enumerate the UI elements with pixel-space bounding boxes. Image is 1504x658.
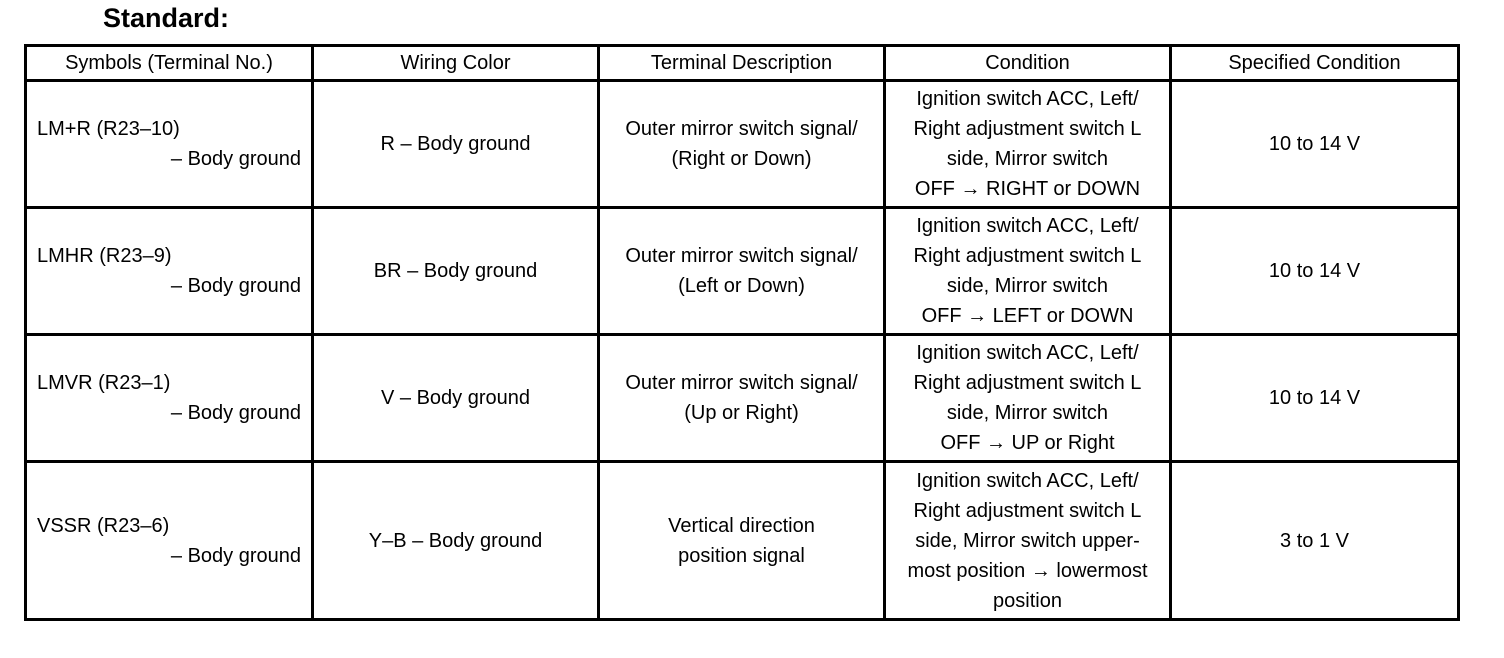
terminal-description-cell: Vertical direction position signal [599,462,885,620]
table-row [26,462,1459,620]
header-symbols: Symbols (Terminal No.) [26,46,313,81]
symbol-ground: – Body ground [170,275,301,297]
header-row [26,46,1459,81]
symbol-cell [26,81,313,208]
table-row [26,335,1459,462]
condition-cell: Ignition switch ACC, Left/ Right adjustment switch L side, Mirror switch upper- most position → lowermost position [885,462,1171,620]
symbol-terminal: LMVR (R23–1) [37,372,171,394]
symbol-ground: – Body ground [170,544,301,567]
specified-condition-cell: 3 to 1 V [1171,462,1459,620]
specified-condition-cell: 10 to 14 V [1171,335,1459,462]
wiring-color-cell: Y–B – Body ground [313,462,599,620]
terminal-description-cell: Outer mirror switch signal/ (Left or Down) [599,208,885,335]
header-terminal-description: Terminal Description [599,46,885,81]
specified-condition-cell: 10 to 14 V [1171,81,1459,208]
condition-cell: Ignition switch ACC, Left/ Right adjustment switch L side, Mirror switch OFF → LEFT or DOWN [885,208,1171,335]
table-row [26,81,1459,208]
symbol-terminal: LM+R (R23–10) [37,118,180,140]
specified-condition-cell: 10 to 14 V [1171,208,1459,335]
heading-standard: Standard: [103,3,230,33]
symbol-cell [26,335,313,462]
header-specified-condition: Specified Condition [1171,46,1459,81]
symbol-ground: – Body ground [170,148,301,170]
symbol-terminal: LMHR (R23–9) [37,245,172,267]
symbol-cell [26,208,313,335]
terminal-description-cell: Outer mirror switch signal/ (Right or Down) [599,81,885,208]
standard-table [24,44,1460,621]
symbol-cell [26,462,313,620]
table-row [26,208,1459,335]
wiring-color-cell: R – Body ground [313,81,599,208]
condition-cell: Ignition switch ACC, Left/ Right adjustment switch L side, Mirror switch OFF → RIGHT or DOWN [885,81,1171,208]
wiring-color-cell: V – Body ground [313,335,599,462]
terminal-description-cell: Outer mirror switch signal/ (Up or Right) [599,335,885,462]
header-condition: Condition [885,46,1171,81]
wiring-color-cell: BR – Body ground [313,208,599,335]
condition-cell: Ignition switch ACC, Left/ Right adjustment switch L side, Mirror switch OFF → UP or Right [885,335,1171,462]
symbol-ground: – Body ground [170,402,301,424]
symbol-terminal: VSSR (R23–6) [37,514,170,537]
header-wiring-color: Wiring Color [313,46,599,81]
